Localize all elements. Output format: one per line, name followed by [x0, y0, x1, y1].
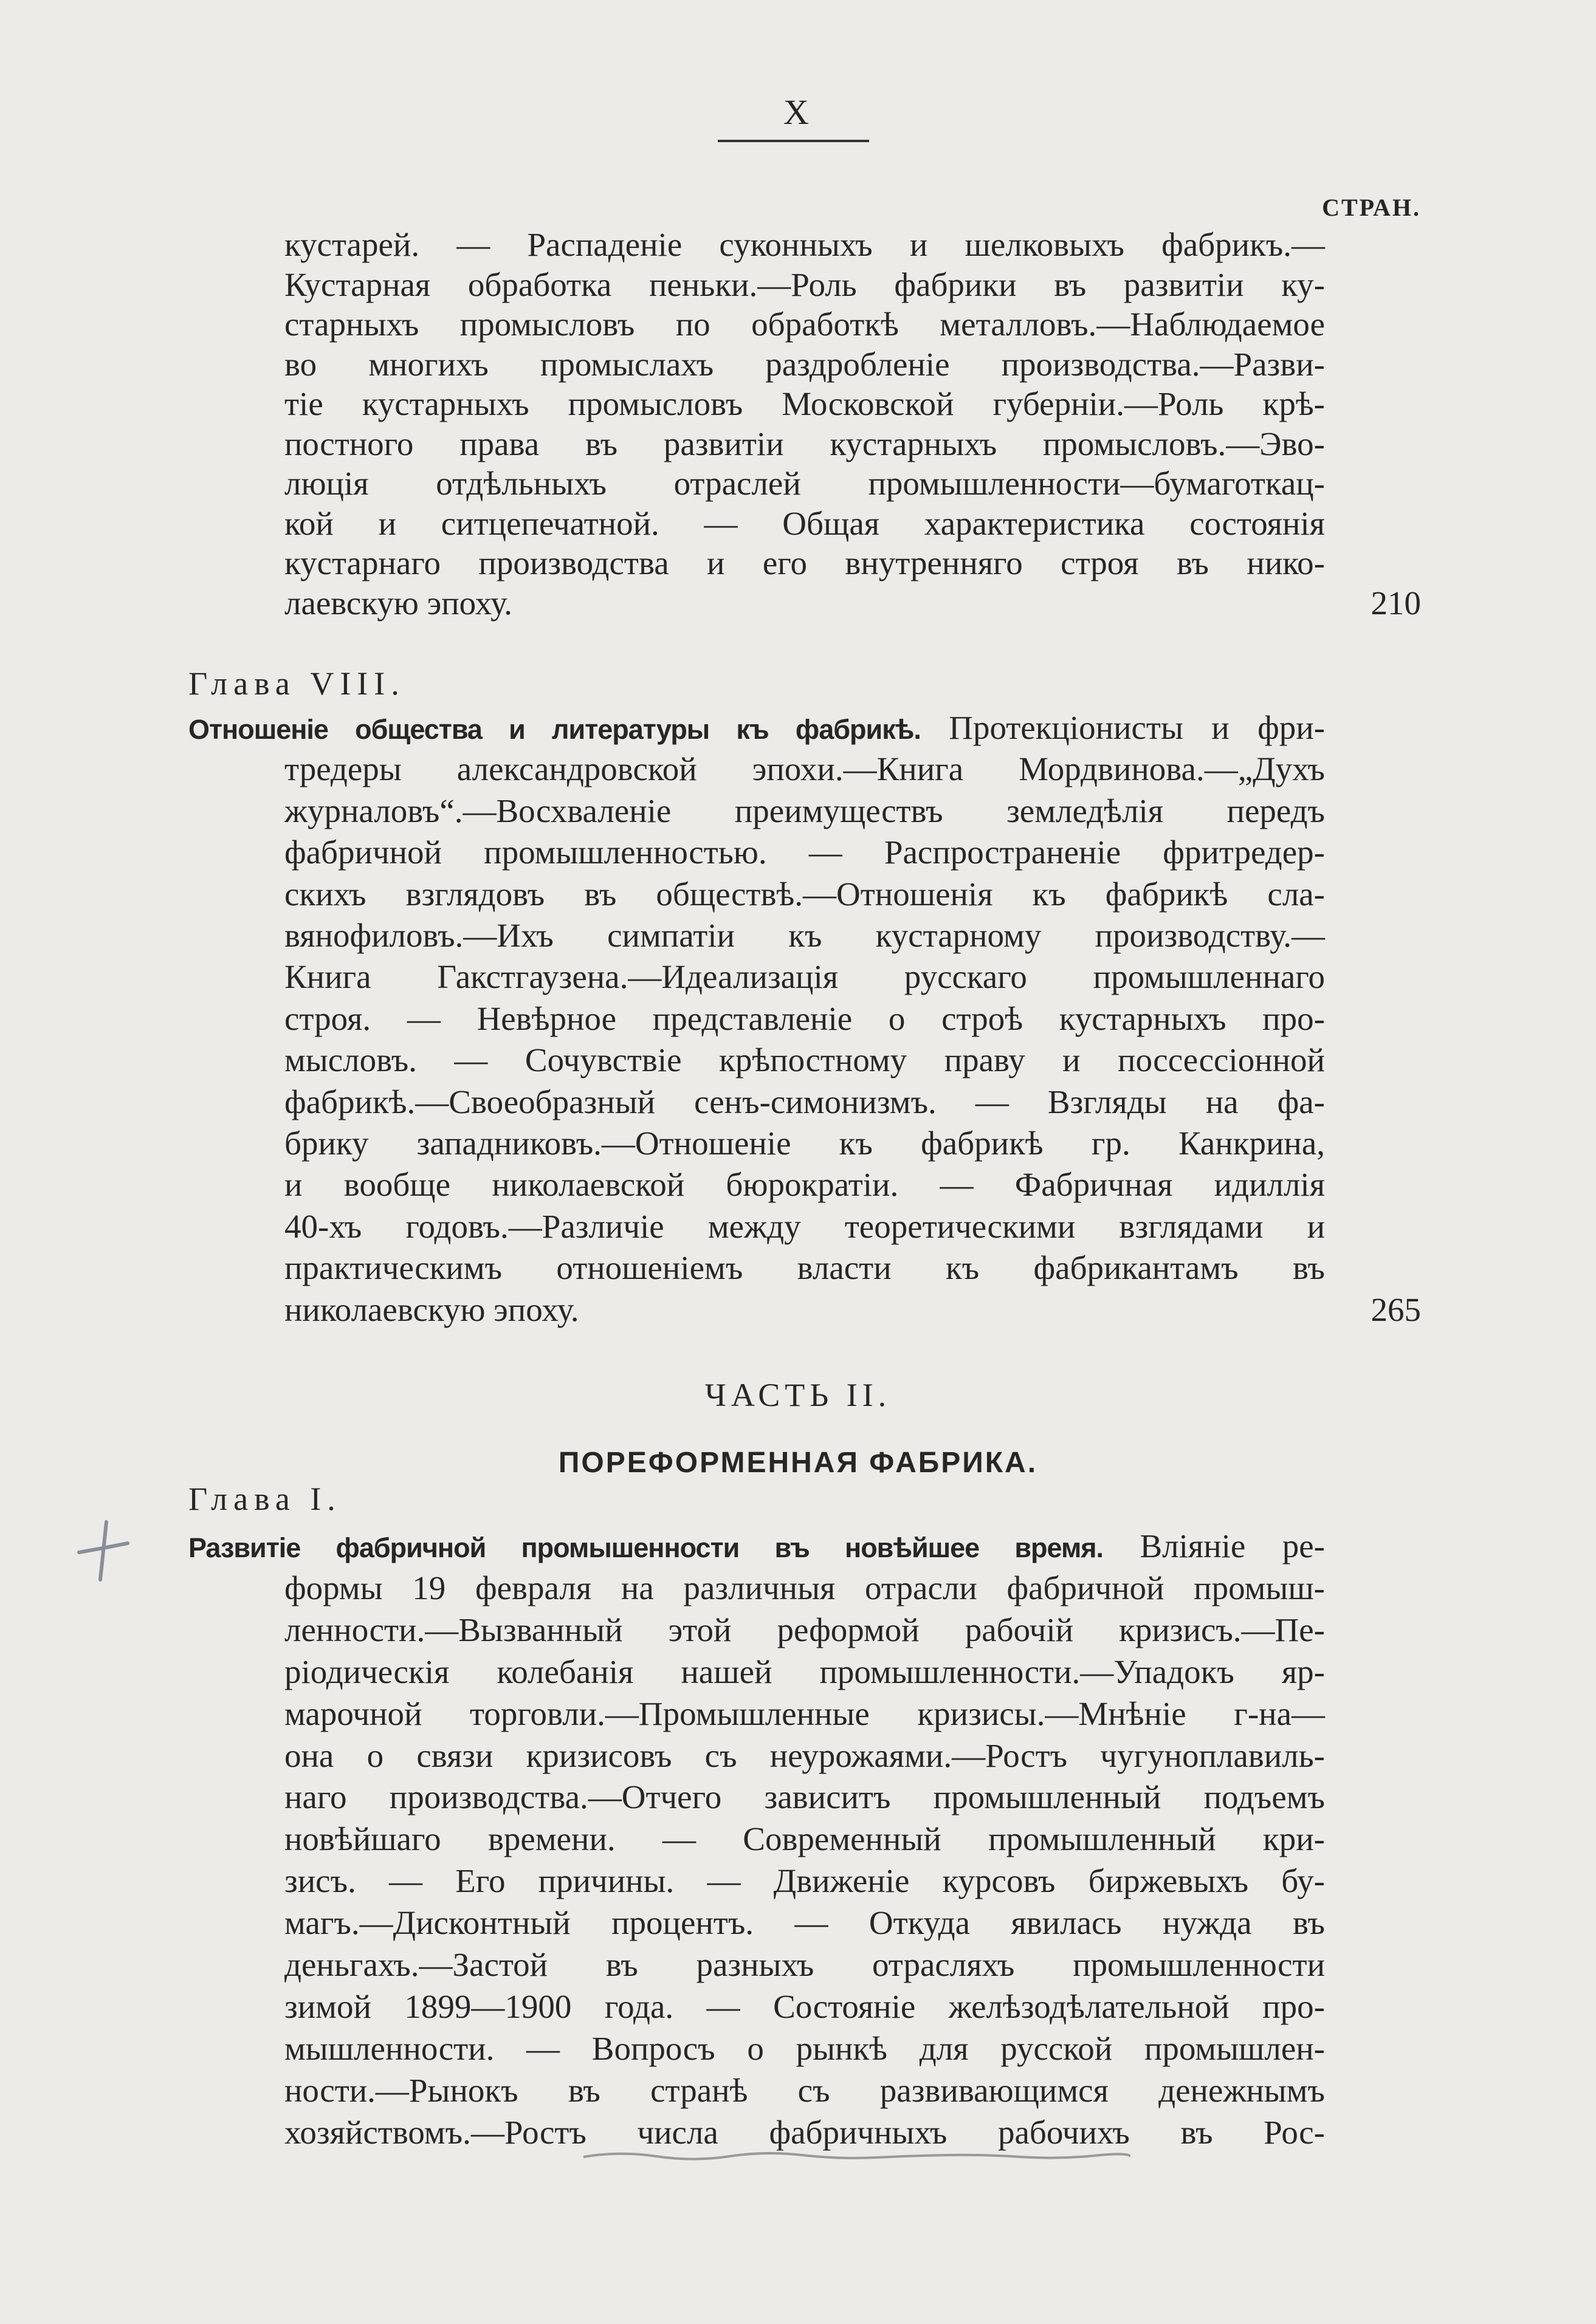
entry-line — [284, 264, 1325, 306]
line-text: ріодическія колебанія нашей промышленности.—Упадокъ яр- — [284, 1653, 1325, 1690]
entry-line — [284, 1986, 1325, 2028]
line-text: магъ.—Дисконтный процентъ. — Откуда явилась нужда въ — [284, 1904, 1325, 1942]
entry-line — [284, 304, 1325, 345]
entry-line — [284, 1123, 1325, 1164]
line-text: новѣйшаго времени. — Современный промышленный кри- — [284, 1820, 1325, 1858]
part-label: ЧАСТЬ II. — [704, 1377, 892, 1413]
line-text: скихъ взглядовъ въ обществѣ.—Отношенія къ фабрикѣ сла- — [284, 875, 1325, 913]
line-text: фабрикѣ.—Своеобразный сенъ-симонизмъ. — Взгляды на фа- — [284, 1083, 1325, 1120]
line-text: люція отдѣльныхъ отраслей промышленности—бумаготкац- — [284, 465, 1325, 502]
entry-line — [284, 1164, 1325, 1205]
entry-line — [284, 874, 1325, 915]
entry-line — [284, 915, 1325, 956]
entry-line — [284, 423, 1325, 465]
line-text: 40-хъ годовъ.—Различіе между теоретическими взглядами и — [284, 1207, 1325, 1245]
entry-line — [284, 1777, 1325, 1818]
header-rule — [718, 140, 869, 142]
dot-leader — [521, 583, 1325, 624]
line-text: фабричной промышленностью. — Распространеніе фритредер- — [284, 834, 1325, 871]
line-text: зимой 1899—1900 года. — Состояніе желѣзодѣлательной про- — [284, 1987, 1325, 2025]
entry-line — [188, 707, 1325, 749]
line-text: деньгахъ.—Застой въ разныхъ отрасляхъ промышленности — [284, 1946, 1325, 1983]
line-text: николаевскую эпоху. — [284, 1291, 579, 1328]
entry-line — [284, 2070, 1325, 2111]
line-text: тредеры александровской эпохи.—Книга Мордвинова.—„Духъ — [284, 750, 1325, 788]
entry-line — [284, 543, 1325, 584]
line-text: Вліяніе ре- — [1140, 1527, 1325, 1565]
line-text: Книга Гакстгаузена.—Идеализація русскаго промышленнаго — [284, 958, 1325, 996]
entry-line — [284, 749, 1325, 790]
page-number: 210 — [1371, 584, 1421, 622]
line-text: вянофиловъ.—Ихъ симпатіи къ кустарному производству.— — [284, 917, 1325, 954]
line-text: строя. — Невѣрное представленіе о строѣ кустарныхъ про- — [284, 999, 1325, 1037]
line-text: зисъ. — Его причины. — Движеніе курсовъ биржевыхъ бу- — [284, 1862, 1325, 1900]
line-text: журналовъ“.—Восхваленіе преимуществъ земледѣлія передъ — [284, 792, 1325, 829]
entry-line — [284, 1206, 1325, 1247]
entry-line — [284, 583, 1325, 624]
line-text: ности.—Рынокъ въ странѣ съ развивающимся денежнымъ — [284, 2071, 1325, 2109]
entry-line — [284, 383, 1325, 425]
entry-line — [284, 1289, 1325, 1331]
line-text: во многихъ промыслахъ раздробленіе производства.—Разви- — [284, 345, 1325, 383]
handwritten-mark — [73, 1519, 134, 1586]
dot-leader — [588, 1289, 1326, 1331]
line-text: и вообще николаевской бюрократіи. — Фабричная идиллія — [284, 1166, 1325, 1204]
entry-line — [284, 998, 1325, 1040]
line-text: тіе кустарныхъ промысловъ Московской губерніи.—Роль крѣ- — [284, 385, 1325, 422]
entry-line — [284, 1902, 1325, 1944]
entry-line — [284, 503, 1325, 544]
entry-line — [284, 224, 1325, 266]
part-title: ПОРЕФОРМЕННАЯ ФАБРИКА. — [558, 1447, 1038, 1479]
entry-line — [284, 1818, 1325, 1860]
entry-line — [284, 1081, 1325, 1123]
roman-page-number: X — [783, 92, 809, 132]
line-text: она о связи кризисовъ съ неурожаями.—Ростъ чугуноплавиль- — [284, 1736, 1325, 1774]
entry-line — [284, 1651, 1325, 1693]
entry-line — [284, 790, 1325, 832]
line-text: марочной торговли.—Промышленные кризисы.—Мнѣніе г-на— — [284, 1695, 1325, 1732]
underline-stroke — [583, 2148, 1130, 2166]
entry-line — [284, 1944, 1325, 1986]
line-text: мышленности. — Вопросъ о рынкѣ для русской промышлен- — [284, 2029, 1325, 2067]
entry-line — [284, 832, 1325, 873]
entry-line — [284, 1693, 1325, 1735]
line-text: мысловъ. — Сочувствіе крѣпостному праву и поссессіонной — [284, 1041, 1325, 1079]
line-text: кустарей. — Распаденіе суконныхъ и шелковыхъ фабрикъ.— — [284, 226, 1325, 263]
chapter-heading: Глава VIII. — [188, 665, 405, 702]
line-text: постного права въ развитіи кустарныхъ промысловъ.—Эво- — [284, 425, 1325, 462]
line-text: Кустарная обработка пеньки.—Роль фабрики въ развитіи ку- — [284, 266, 1325, 303]
entry-line — [188, 1526, 1325, 1567]
line-text: старныхъ промысловъ по обработкѣ металловъ.—Наблюдаемое — [284, 306, 1325, 343]
entry-line — [284, 1040, 1325, 1081]
entry-line — [284, 344, 1325, 385]
line-text: Протекціонисты и фри- — [949, 709, 1326, 746]
line-text: практическимъ отношеніемъ власти къ фабрикантамъ въ — [284, 1249, 1325, 1287]
chapter-title: Развитіе фабричной промышенности въ новѣйшее время. — [188, 1532, 1104, 1563]
line-text: наго производства.—Отчего зависитъ промышленный подъемъ — [284, 1778, 1325, 1816]
line-text: лаевскую эпоху. — [284, 584, 512, 622]
line-text: кой и ситцепечатной. — Общая характеристика состоянія — [284, 504, 1325, 542]
entry-line — [284, 463, 1325, 504]
entry-line — [284, 2112, 1325, 2153]
line-text: хозяйствомъ.—Ростъ числа фабричныхъ рабочихъ въ Рос- — [284, 2113, 1325, 2151]
chapter-heading: Глава I. — [188, 1481, 342, 1517]
entry-line — [284, 956, 1325, 998]
line-text: брику западниковъ.—Отношеніе къ фабрикѣ гр. Канкрина, — [284, 1125, 1325, 1162]
entry-line — [284, 1609, 1325, 1651]
page-column-label: СТРАН. — [1322, 194, 1421, 221]
entry-line — [284, 2028, 1325, 2069]
chapter-title: Отношеніе общества и литературы къ фабрикѣ. — [188, 714, 921, 745]
entry-line — [284, 1860, 1325, 1902]
entry-line — [284, 1247, 1325, 1289]
entry-line — [284, 1735, 1325, 1777]
line-text: формы 19 февраля на различныя отрасли фабричной промыш- — [284, 1569, 1325, 1606]
line-text: кустарнаго производства и его внутренняго строя въ нико- — [284, 544, 1325, 581]
page-number: 265 — [1371, 1291, 1421, 1328]
entry-line — [284, 1568, 1325, 1609]
line-text: ленности.—Вызванный этой реформой рабочій кризисъ.—Пе- — [284, 1611, 1325, 1648]
